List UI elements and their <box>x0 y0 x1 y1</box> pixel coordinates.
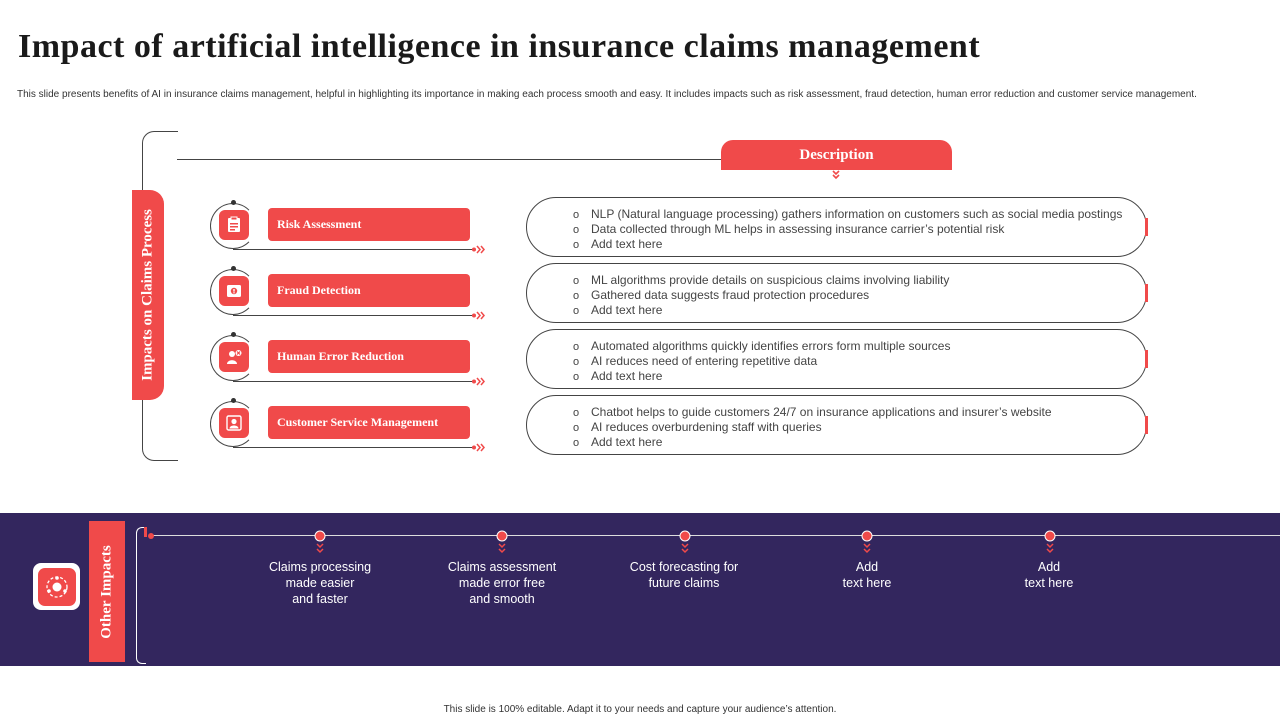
timeline-node-icon <box>861 530 873 554</box>
list-item: o NLP (Natural language processing) gathers information on customers such as social media postings <box>573 207 1123 221</box>
impact-row <box>0 263 1280 329</box>
list-item: o Data collected through ML helps in assessing insurance carrier’s potential risk <box>573 222 1005 236</box>
other-impact-item: Add text here <box>842 560 892 590</box>
user-error-icon <box>219 342 249 372</box>
chevron-right-icon <box>472 245 486 254</box>
connector-line <box>177 159 722 160</box>
other-impacts-label <box>89 521 125 662</box>
page-title: Impact of artificial intelligence in insurance claims management <box>18 28 981 65</box>
list-item: o Add text here <box>573 303 663 317</box>
other-impact-item: Claims assessment made error free and smooth <box>447 560 557 606</box>
clipboard-icon <box>219 210 249 240</box>
list-item: o AI reduces need of entering repetitive data <box>573 354 818 368</box>
timeline-node-icon <box>679 530 691 554</box>
impact-label: Fraud Detection <box>268 274 470 307</box>
impact-label: Risk Assessment <box>268 208 470 241</box>
timeline-node-icon <box>1044 530 1056 554</box>
chevron-right-icon <box>472 443 486 452</box>
other-impacts-label-text: Other Impacts <box>98 544 115 639</box>
other-impact-item: Claims processing made easier and faster <box>268 560 372 606</box>
chevron-down-icon <box>832 170 840 180</box>
list-item: o Automated algorithms quickly identifies errors form multiple sources <box>573 339 951 353</box>
footer-note: This slide is 100% editable. Adapt it to your needs and capture your audience’s attention. <box>443 704 837 715</box>
customer-service-icon <box>219 408 249 438</box>
other-impact-item: Add text here <box>1024 560 1074 590</box>
band-bracket <box>136 527 146 664</box>
impact-row <box>0 329 1280 395</box>
description-tab: Description <box>721 140 952 170</box>
list-item: o ML algorithms provide details on suspicious claims involving liability <box>573 273 950 287</box>
page-subtitle: This slide presents benefits of AI in insurance claims management, helpful in highlighting its importance in making each process smooth and easy. It includes impacts such as risk assessment, fraud detection, human error reduction and customer service management. <box>17 89 1197 100</box>
description-box <box>526 395 1147 455</box>
description-box <box>526 197 1147 257</box>
list-item: o Chatbot helps to guide customers 24/7 on insurance applications and insurer’s website <box>573 405 1052 419</box>
ai-network-icon <box>38 568 76 606</box>
impact-label: Human Error Reduction <box>268 340 470 373</box>
list-item: o Gathered data suggests fraud protection procedures <box>573 288 870 302</box>
other-impact-item: Cost forecasting for future claims <box>629 560 739 590</box>
description-box <box>526 263 1147 323</box>
other-impacts-band <box>0 513 1280 666</box>
fraud-alert-icon <box>219 276 249 306</box>
list-item: o Add text here <box>573 369 663 383</box>
chevron-right-icon <box>472 377 486 386</box>
impact-row <box>0 197 1280 263</box>
impact-label: Customer Service Management <box>268 406 470 439</box>
list-item: o Add text here <box>573 237 663 251</box>
description-box <box>526 329 1147 389</box>
list-item: o Add text here <box>573 435 663 449</box>
chevron-right-icon <box>472 311 486 320</box>
timeline-node-icon <box>314 530 326 554</box>
side-label-text: Impacts on Claims Process <box>139 209 156 381</box>
list-item: o AI reduces overburdening staff with queries <box>573 420 822 434</box>
ai-network-icon-frame <box>33 563 80 610</box>
timeline-node-icon <box>496 530 508 554</box>
impact-row <box>0 395 1280 461</box>
